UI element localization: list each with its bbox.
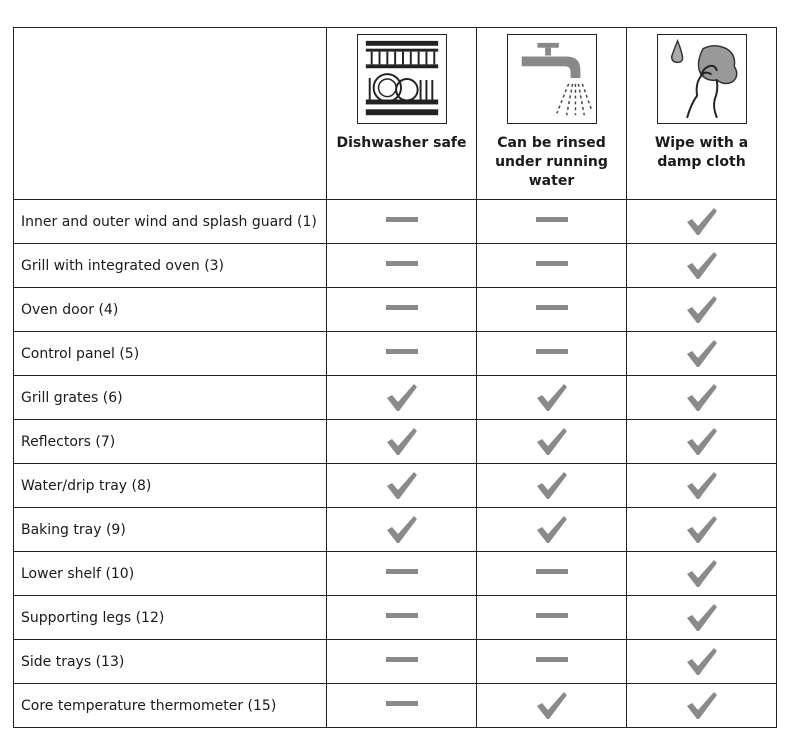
running-tap-icon: [507, 34, 597, 124]
cell-rinse: [477, 200, 627, 244]
cell-rinse: [477, 244, 627, 288]
table-row: [14, 464, 777, 508]
check-mark-icon: [535, 383, 569, 413]
cell-wipe: [627, 420, 777, 464]
dash-icon: [386, 217, 418, 222]
check-mark-icon: [535, 471, 569, 501]
item-name: Core temperature thermometer (15): [14, 684, 327, 728]
check-mark-icon: [535, 515, 569, 545]
cell-dishwasher: [327, 464, 477, 508]
cell-dishwasher: [327, 552, 477, 596]
dash-icon: [536, 613, 568, 618]
cell-dishwasher: [327, 244, 477, 288]
dash-icon: [536, 657, 568, 662]
cell-rinse: [477, 376, 627, 420]
cleaning-table: [13, 27, 777, 728]
dash-icon: [386, 701, 418, 706]
cell-wipe: [627, 244, 777, 288]
item-name: Baking tray (9): [14, 508, 327, 552]
table-row: [14, 200, 777, 244]
check-mark-icon: [685, 339, 719, 369]
item-name: Side trays (13): [14, 640, 327, 684]
check-mark-icon: [685, 383, 719, 413]
table-row: [14, 244, 777, 288]
cell-wipe: [627, 200, 777, 244]
cell-wipe: [627, 464, 777, 508]
check-mark-icon: [685, 515, 719, 545]
cell-dishwasher: [327, 200, 477, 244]
cell-dishwasher: [327, 508, 477, 552]
cell-wipe: [627, 640, 777, 684]
dash-icon: [386, 349, 418, 354]
check-mark-icon: [685, 559, 719, 589]
check-mark-icon: [685, 647, 719, 677]
cell-rinse: [477, 332, 627, 376]
table-row: [14, 332, 777, 376]
header-row: [14, 28, 777, 200]
check-mark-icon: [685, 251, 719, 281]
column-wipe: [627, 28, 777, 200]
check-mark-icon: [685, 207, 719, 237]
dash-icon: [536, 261, 568, 266]
check-mark-icon: [685, 603, 719, 633]
cell-rinse: [477, 288, 627, 332]
dash-icon: [536, 305, 568, 310]
cell-dishwasher: [327, 596, 477, 640]
item-name: Supporting legs (12): [14, 596, 327, 640]
column-label-wipe: Wipe with a damp cloth: [654, 135, 749, 170]
cell-dishwasher: [327, 420, 477, 464]
cell-rinse: [477, 640, 627, 684]
cell-rinse: [477, 464, 627, 508]
cell-rinse: [477, 684, 627, 728]
cell-rinse: [477, 420, 627, 464]
cell-dishwasher: [327, 640, 477, 684]
dash-icon: [386, 261, 418, 266]
damp-cloth-icon: [657, 34, 747, 124]
cell-rinse: [477, 596, 627, 640]
dash-icon: [386, 613, 418, 618]
table-row: [14, 640, 777, 684]
table-row: [14, 684, 777, 728]
check-mark-icon: [685, 427, 719, 457]
table-row: [14, 288, 777, 332]
cell-wipe: [627, 552, 777, 596]
dash-icon: [536, 217, 568, 222]
dishwasher-icon: [357, 34, 447, 124]
item-name: Grill grates (6): [14, 376, 327, 420]
cell-wipe: [627, 596, 777, 640]
dash-icon: [386, 305, 418, 310]
dash-icon: [536, 569, 568, 574]
check-mark-icon: [385, 471, 419, 501]
check-mark-icon: [385, 427, 419, 457]
table-row: [14, 420, 777, 464]
cell-dishwasher: [327, 332, 477, 376]
check-mark-icon: [385, 383, 419, 413]
header-empty-cell: [14, 28, 327, 200]
item-name: Water/drip tray (8): [14, 464, 327, 508]
check-mark-icon: [535, 427, 569, 457]
item-name: Oven door (4): [14, 288, 327, 332]
dash-icon: [386, 657, 418, 662]
check-mark-icon: [685, 471, 719, 501]
item-name: Grill with integrated oven (3): [14, 244, 327, 288]
cell-wipe: [627, 376, 777, 420]
dash-icon: [386, 569, 418, 574]
column-label-dishwasher: Dishwasher safe: [336, 135, 467, 151]
check-mark-icon: [685, 295, 719, 325]
cell-wipe: [627, 288, 777, 332]
cell-dishwasher: [327, 288, 477, 332]
cell-wipe: [627, 332, 777, 376]
cell-rinse: [477, 552, 627, 596]
table-row: [14, 596, 777, 640]
check-mark-icon: [685, 691, 719, 721]
column-label-rinse: Can be rinsed under running water: [495, 135, 608, 189]
item-name: Reflectors (7): [14, 420, 327, 464]
table-row: [14, 552, 777, 596]
item-name: Lower shelf (10): [14, 552, 327, 596]
column-rinse: [477, 28, 627, 200]
table-row: [14, 508, 777, 552]
item-name: Inner and outer wind and splash guard (1): [14, 200, 327, 244]
cell-rinse: [477, 508, 627, 552]
cell-wipe: [627, 508, 777, 552]
table-row: [14, 376, 777, 420]
column-dishwasher: [327, 28, 477, 200]
check-mark-icon: [385, 515, 419, 545]
item-name: Control panel (5): [14, 332, 327, 376]
cell-dishwasher: [327, 684, 477, 728]
dash-icon: [536, 349, 568, 354]
cell-wipe: [627, 684, 777, 728]
cell-dishwasher: [327, 376, 477, 420]
check-mark-icon: [535, 691, 569, 721]
